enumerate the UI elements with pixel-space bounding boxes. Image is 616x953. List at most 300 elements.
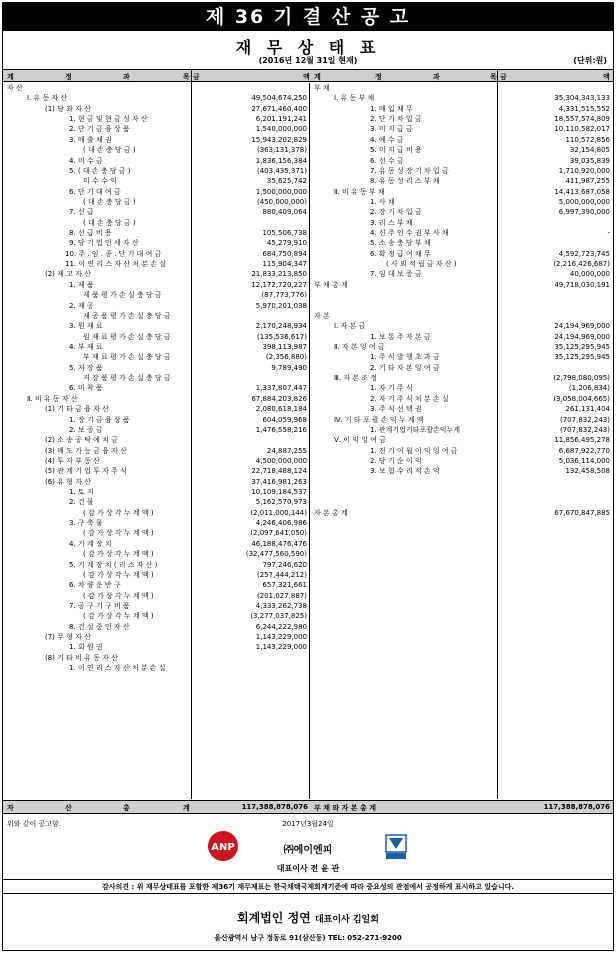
account-label: 7. 유 동 성 장 기 차 입 금 bbox=[370, 166, 449, 175]
liability-row bbox=[310, 373, 613, 383]
liability-row bbox=[310, 228, 613, 238]
account-label: 부 채 bbox=[314, 84, 330, 92]
account-label: 1. 이 연 리 스 자 산 처 분 손 실 bbox=[69, 664, 166, 673]
account-label: 부 재 료 평 가 손 실 충 당 금 bbox=[83, 353, 171, 362]
account-label: (7) 무 형 자 산 bbox=[45, 633, 91, 642]
header-right-a: 계 bbox=[314, 73, 321, 81]
liability-row bbox=[310, 218, 613, 228]
liability-row bbox=[310, 249, 613, 259]
account-label: ( 사 외 적 립 금 자 산 ) bbox=[386, 260, 457, 269]
account-label: Ⅱ. 비 유 동 부 채 bbox=[334, 187, 385, 196]
account-label: 3. 주 식 선 택 권 bbox=[370, 405, 422, 414]
header-left-amount-b: 액 bbox=[303, 73, 310, 81]
account-label: 4. 기 계 장 치 bbox=[69, 539, 112, 548]
account-amount: 37,416,981,263 bbox=[251, 477, 307, 486]
account-amount: 1,143,229,000 bbox=[255, 643, 307, 652]
account-amount: (2,356,880) bbox=[265, 353, 307, 362]
account-amount: 684,750,894 bbox=[262, 249, 307, 258]
asset-row bbox=[3, 404, 309, 414]
account-amount: 2,170,248,934 bbox=[255, 322, 307, 331]
account-label: (2) 소 송 공 탁 예 치 금 bbox=[45, 436, 118, 445]
account-label: (1) 당 좌 자 산 bbox=[45, 104, 91, 113]
account-amount: 261,131,404 bbox=[565, 405, 610, 414]
account-label: 6. 차 량 운 반 구 bbox=[69, 581, 121, 590]
liability-row bbox=[310, 415, 613, 425]
account-label: 2. 자 기 주 식 처 분 손 실 bbox=[370, 394, 449, 403]
unit-label: (단위:원) bbox=[573, 56, 607, 65]
account-amount: 5,970,201,038 bbox=[255, 301, 307, 310]
asset-row bbox=[3, 311, 309, 321]
statement-date: (2016년 12월 31일 현재) bbox=[258, 56, 358, 65]
account-label: 1. 매 입 채 무 bbox=[370, 104, 413, 113]
liability-row bbox=[310, 93, 613, 103]
account-label: 6. 선 수 금 bbox=[370, 156, 404, 165]
account-amount: 39,035,839 bbox=[569, 156, 610, 165]
liability-row bbox=[310, 269, 613, 279]
audit-firm-ceo: 대표이사 김일회 bbox=[314, 915, 379, 925]
account-amount: 880,409,064 bbox=[262, 208, 307, 217]
asset-row bbox=[3, 259, 309, 269]
liability-row bbox=[310, 466, 613, 476]
certification-logo-icon bbox=[385, 834, 407, 860]
liability-row bbox=[310, 187, 613, 197]
account-label: 7. 공 구 기 구 비 품 bbox=[69, 601, 130, 610]
account-amount: (2,798,080,095) bbox=[553, 374, 610, 383]
svg-text:ANP: ANP bbox=[211, 842, 235, 853]
account-label: 4. 예 수 금 bbox=[370, 135, 404, 144]
account-label: ( 감 가 상 각 누 계 액 ) bbox=[83, 570, 154, 579]
asset-row bbox=[3, 269, 309, 279]
asset-row bbox=[3, 104, 309, 114]
header-left-b: 정 bbox=[65, 73, 72, 81]
asset-row bbox=[3, 145, 309, 155]
company-name: ㈜에이엔피 bbox=[283, 845, 333, 856]
liability-row bbox=[310, 425, 613, 435]
liability-row bbox=[310, 197, 613, 207]
account-amount: 1,337,807,447 bbox=[255, 384, 307, 393]
account-label: 1. 관계기업기타포괄손익누계 bbox=[370, 425, 461, 434]
asset-row bbox=[3, 280, 309, 290]
account-label: 2. 장 기 차 입 금 bbox=[370, 208, 422, 217]
asset-row bbox=[3, 187, 309, 197]
account-amount: 4,246,406,986 bbox=[255, 519, 307, 528]
account-amount: 14,413,687,058 bbox=[554, 187, 610, 196]
asset-row bbox=[3, 114, 309, 124]
account-label: Ⅱ. 자 본 잉 여 금 bbox=[334, 342, 385, 351]
asset-row bbox=[3, 363, 309, 373]
account-amount: 35,304,343,133 bbox=[554, 94, 610, 103]
account-label: (8) 기 타 비 유 동 자 산 bbox=[45, 653, 118, 662]
account-label: 6. 미 착 품 bbox=[69, 384, 103, 393]
asset-row bbox=[3, 290, 309, 300]
asset-row bbox=[3, 249, 309, 259]
account-amount: 797,246,620 bbox=[262, 560, 307, 569]
account-label: 1. 전 기 이 월 이 익 잉 여 금 bbox=[370, 446, 458, 455]
account-amount: 49,718,030,191 bbox=[554, 280, 610, 289]
account-label: ( 대 손 충 당 금 ) bbox=[83, 197, 136, 206]
account-label: 7. 임 대 보 증 금 bbox=[370, 270, 422, 279]
account-amount: (450,000,000) bbox=[257, 197, 307, 206]
account-amount: 105,506,738 bbox=[262, 229, 307, 238]
account-label: 1. 토 지 bbox=[69, 488, 94, 497]
liability-row bbox=[310, 404, 613, 414]
liability-row bbox=[310, 456, 613, 466]
account-amount: (3,277,037,825) bbox=[250, 612, 307, 621]
account-amount: 1,710,920,000 bbox=[558, 166, 610, 175]
asset-row bbox=[3, 518, 309, 528]
account-amount: 6,244,222,980 bbox=[255, 622, 307, 631]
account-label: 1. 회 원 권 bbox=[69, 643, 103, 652]
liability-row bbox=[310, 238, 613, 248]
account-amount: (2,097,641,050) bbox=[250, 529, 307, 538]
asset-row bbox=[3, 487, 309, 497]
asset-row bbox=[3, 497, 309, 507]
account-amount: (135,536,617) bbox=[257, 332, 307, 341]
assets-column bbox=[3, 83, 310, 799]
account-amount: 1,143,229,000 bbox=[255, 633, 307, 642]
account-label: 4. 신 주 인 수 권 부 사 채 bbox=[370, 229, 449, 238]
asset-row bbox=[3, 446, 309, 456]
asset-row bbox=[3, 83, 309, 93]
liability-row bbox=[310, 497, 613, 507]
asset-row bbox=[3, 580, 309, 590]
account-label: 3. 보 험 수 리 적 손 익 bbox=[370, 467, 440, 476]
asset-row bbox=[3, 601, 309, 611]
account-label: (5) 관 계 기 업 투 자 주 식 bbox=[45, 467, 127, 476]
account-amount: 22,718,488,124 bbox=[251, 467, 307, 476]
asset-row bbox=[3, 197, 309, 207]
asset-row bbox=[3, 383, 309, 393]
asset-row bbox=[3, 466, 309, 476]
account-amount: (2,011,000,144) bbox=[250, 508, 307, 517]
account-amount: (707,832,243) bbox=[560, 415, 610, 424]
header-left-a: 계 bbox=[7, 73, 14, 81]
assets-total-amount: 117,388,878,076 bbox=[241, 803, 308, 811]
account-amount: 10,110,582,017 bbox=[554, 125, 610, 134]
account-amount: 2,080,618,184 bbox=[255, 405, 307, 414]
account-label: 자 본 총 계 bbox=[314, 508, 348, 517]
account-label: ( 대 손 충 당 금 ) bbox=[83, 218, 136, 227]
account-label: 1. 현 금 및 현 금 성 자 산 bbox=[69, 115, 148, 124]
account-label: 제 품 평 가 손 실 충 당 금 bbox=[83, 291, 162, 300]
account-amount: (201,027,887) bbox=[257, 591, 307, 600]
header-left-c: 과 bbox=[123, 73, 130, 81]
statement-title: 재 무 상 태 표 bbox=[235, 38, 381, 57]
account-label: Ⅱ. 비 유 동 자 산 bbox=[27, 394, 78, 403]
account-amount: 24,194,969,000 bbox=[554, 322, 610, 331]
liability-row bbox=[310, 166, 613, 176]
account-label: ( 감 가 상 각 누 계 액 ) bbox=[83, 612, 154, 621]
account-amount: 67,670,847,885 bbox=[554, 508, 610, 517]
account-amount: 35,125,295,945 bbox=[554, 342, 610, 351]
account-label: 4. 미 수 금 bbox=[69, 156, 103, 165]
asset-row bbox=[3, 539, 309, 549]
account-amount: 24,194,969,000 bbox=[554, 332, 610, 341]
account-label: 1. 자 기 주 식 bbox=[370, 384, 413, 393]
company-ceo: 대표이사 전 윤 관 bbox=[276, 864, 340, 873]
liability-row bbox=[310, 435, 613, 445]
account-amount: 115,904,347 bbox=[262, 260, 307, 269]
liab-equity-total-label: 부 채 와 자 본 총 계 bbox=[314, 804, 376, 812]
asset-row bbox=[3, 570, 309, 580]
liability-row bbox=[310, 104, 613, 114]
audit-firm bbox=[3, 909, 613, 926]
account-amount: 132,458,508 bbox=[565, 467, 610, 476]
header-right-c: 과 bbox=[433, 73, 440, 81]
liability-row bbox=[310, 363, 613, 373]
account-amount: 411,987,255 bbox=[565, 177, 610, 186]
liability-row bbox=[310, 259, 613, 269]
account-label: ( 감 가 상 각 누 계 액 ) bbox=[83, 550, 154, 559]
account-label: 부 채 총 계 bbox=[314, 280, 348, 289]
asset-row bbox=[3, 508, 309, 518]
account-amount: 398,113,987 bbox=[262, 342, 307, 351]
account-amount: 11,856,495,278 bbox=[554, 436, 610, 445]
account-label: 10. 주 . 임 . 종 . 단 기 대 여 금 bbox=[65, 249, 162, 258]
liability-row bbox=[310, 342, 613, 352]
account-label: 11. 이 연 리 스 자 산 처 분 손 실 bbox=[65, 260, 167, 269]
account-amount: 15,943,202,829 bbox=[251, 135, 307, 144]
account-amount: 657,321,661 bbox=[262, 581, 307, 590]
liability-row bbox=[310, 446, 613, 456]
account-label: 3. 미 지 급 금 bbox=[370, 125, 413, 134]
asset-row bbox=[3, 218, 309, 228]
liability-row bbox=[310, 83, 613, 93]
asset-row bbox=[3, 394, 309, 404]
audit-opinion: 감사의견 : 위 재무상태표를 포함한 제36기 재무제표는 한국채택국제회계기준에 따라 중요성의 관점에서 공정하게 표시하고 있습니다. bbox=[3, 879, 613, 894]
account-label: 7. 선 급 bbox=[69, 208, 94, 217]
announcement-banner: 제 36 기 결 산 공 고 bbox=[3, 3, 613, 31]
account-label: 자 본 bbox=[314, 311, 330, 320]
announcement-date: 2017년3월24일 bbox=[282, 820, 334, 828]
account-label: 5. 기 계 장 치 ( 리 스 자 산 ) bbox=[69, 560, 158, 569]
account-label: 8. 유 동 성 리 스 부 채 bbox=[370, 177, 440, 186]
account-label: Ⅰ. 자 본 금 bbox=[334, 322, 366, 331]
account-amount: 24,887,255 bbox=[266, 446, 307, 455]
account-label: Ⅰ. 유 동 자 산 bbox=[27, 94, 68, 103]
asset-row bbox=[3, 352, 309, 362]
account-amount: 12,172,720,227 bbox=[251, 280, 307, 289]
header-right-amount-b: 액 bbox=[603, 73, 610, 81]
asset-row bbox=[3, 207, 309, 217]
account-amount: 4,500,000,000 bbox=[255, 456, 307, 465]
asset-row bbox=[3, 135, 309, 145]
table-header bbox=[3, 69, 613, 82]
account-label: 2. 건 물 bbox=[69, 498, 94, 507]
assets-total-a: 자 bbox=[7, 804, 14, 812]
asset-row bbox=[3, 321, 309, 331]
account-amount: 1,836,156,384 bbox=[255, 156, 307, 165]
account-amount: 5,036,114,000 bbox=[558, 456, 610, 465]
account-label: 4. 부 재 료 bbox=[69, 342, 103, 351]
audit-firm-address: 울산광역시 남구 정동로 91(삼산동) TEL: 052-271-9200 bbox=[214, 934, 402, 942]
account-label: 3. 원 재 료 bbox=[69, 322, 103, 331]
account-label: 1. 사 채 bbox=[370, 197, 395, 206]
liability-row bbox=[310, 301, 613, 311]
account-amount: 27,671,460,400 bbox=[251, 104, 307, 113]
account-label: 1. 보 통 주 자 본 금 bbox=[370, 332, 431, 341]
account-amount: 46,188,476,476 bbox=[251, 539, 307, 548]
liability-row bbox=[310, 114, 613, 124]
liability-row bbox=[310, 156, 613, 166]
account-label: 2. 기 타 자 본 잉 여 금 bbox=[370, 363, 440, 372]
account-label: (1) 기 타 금 융 자 산 bbox=[45, 405, 109, 414]
account-label: 9. 당 기 법 인 세 자 산 bbox=[69, 239, 139, 248]
asset-row bbox=[3, 301, 309, 311]
account-label: 1. 제 품 bbox=[69, 280, 94, 289]
liability-row bbox=[310, 290, 613, 300]
account-amount: (3,058,004,665) bbox=[553, 394, 610, 403]
asset-row bbox=[3, 176, 309, 186]
account-label: 재 공 품 평 가 손 실 충 당 금 bbox=[83, 311, 171, 320]
asset-row bbox=[3, 642, 309, 652]
account-amount: 67,884,203,826 bbox=[251, 394, 307, 403]
asset-row bbox=[3, 653, 309, 663]
announcement-frame bbox=[2, 2, 614, 951]
account-amount: (32,477,560,590) bbox=[245, 550, 307, 559]
account-label: 8. 선 급 비 용 bbox=[69, 229, 112, 238]
account-amount: 49,504,674,250 bbox=[251, 94, 307, 103]
account-amount: 110,572,856 bbox=[565, 135, 610, 144]
asset-row bbox=[3, 435, 309, 445]
account-label: 2. 단 기 차 입 금 bbox=[370, 115, 422, 124]
liability-row bbox=[310, 477, 613, 487]
account-amount: 4,331,515,552 bbox=[558, 104, 610, 113]
asset-row bbox=[3, 591, 309, 601]
asset-row bbox=[3, 166, 309, 176]
account-amount: 5,162,570,973 bbox=[255, 498, 307, 507]
account-label: 5. 저 장 품 bbox=[69, 363, 103, 372]
account-amount: 32,154,805 bbox=[569, 146, 610, 155]
liability-row bbox=[310, 135, 613, 145]
asset-row bbox=[3, 93, 309, 103]
header-right-amount: 금 bbox=[500, 73, 507, 81]
header-right-b: 정 bbox=[375, 73, 382, 81]
account-label: 미 수 수 익 bbox=[83, 177, 117, 186]
account-amount: (87,773,776) bbox=[261, 291, 307, 300]
account-label: 1. 주 식 발 행 초 과 금 bbox=[370, 353, 440, 362]
notice-text: 위와 같이 공고함. bbox=[7, 820, 62, 828]
account-amount: 18,557,574,809 bbox=[554, 115, 610, 124]
account-label: 6. 확 정 급 여 채 무 bbox=[370, 249, 431, 258]
asset-row bbox=[3, 342, 309, 352]
asset-row bbox=[3, 528, 309, 538]
asset-row bbox=[3, 425, 309, 435]
account-label: (2) 재 고 자 산 bbox=[45, 270, 91, 279]
account-amount: 4,333,262,738 bbox=[255, 601, 307, 610]
liability-row bbox=[310, 508, 613, 518]
account-amount: 1,500,000,000 bbox=[255, 187, 307, 196]
account-amount: (2,216,426,687) bbox=[553, 260, 610, 269]
account-label: 2. 보 증 금 bbox=[69, 425, 103, 434]
liability-row bbox=[310, 124, 613, 134]
liability-row bbox=[310, 321, 613, 331]
audit-firm-name: 회계법인 정연 bbox=[237, 911, 311, 925]
account-amount: 40,000,000 bbox=[569, 270, 610, 279]
account-amount: 45,279,910 bbox=[266, 239, 307, 248]
asset-row bbox=[3, 549, 309, 559]
liability-row bbox=[310, 332, 613, 342]
account-amount: 604,059,968 bbox=[262, 415, 307, 424]
account-amount: (403,435,371) bbox=[257, 166, 307, 175]
liability-row bbox=[310, 383, 613, 393]
asset-row bbox=[3, 560, 309, 570]
account-label: 8. 건 설 중 인 자 산 bbox=[69, 622, 130, 631]
account-label: (3) 매 도 가 능 금 융 자 산 bbox=[45, 446, 127, 455]
header-right-d: 목 bbox=[490, 73, 497, 81]
asset-row bbox=[3, 332, 309, 342]
account-amount: 5,000,000,000 bbox=[558, 197, 610, 206]
account-amount: 4,592,723,745 bbox=[558, 249, 610, 258]
asset-row bbox=[3, 611, 309, 621]
asset-row bbox=[3, 238, 309, 248]
account-amount: (363,131,378) bbox=[257, 146, 307, 155]
account-label: 5. 미 지 급 비 용 bbox=[370, 146, 422, 155]
account-label: Ⅲ. 자 본 조 정 bbox=[334, 374, 377, 383]
account-label: ( 감 가 상 각 누 계 액 ) bbox=[83, 591, 154, 600]
liability-row bbox=[310, 311, 613, 321]
asset-row bbox=[3, 632, 309, 642]
account-label: 자 산 bbox=[7, 84, 23, 92]
account-label: ( 감 가 상 각 누 계 액 ) bbox=[83, 508, 154, 517]
account-amount: (707,832,243) bbox=[560, 425, 610, 434]
account-label: ( 감 가 상 각 누 계 액 ) bbox=[83, 529, 154, 538]
account-amount: 35,125,295,945 bbox=[554, 353, 610, 362]
asset-row bbox=[3, 373, 309, 383]
account-amount: 9,789,490 bbox=[271, 363, 307, 372]
account-label: 3. 매 출 채 권 bbox=[69, 135, 112, 144]
asset-row bbox=[3, 477, 309, 487]
account-label: 5. ( 대 손 충 당 금 ) bbox=[69, 166, 131, 175]
account-label: 저 장 품 평 가 손 실 충 당 금 bbox=[83, 374, 171, 383]
account-amount: 35,625,742 bbox=[266, 177, 307, 186]
account-label: 2. 단 기 금 융 상 품 bbox=[69, 125, 130, 134]
account-label: (6) 유 형 자 산 bbox=[45, 477, 91, 486]
account-label: 원 재 료 평 가 손 실 충 당 금 bbox=[83, 332, 171, 341]
liability-row bbox=[310, 280, 613, 290]
account-label: 2. 재 공 bbox=[69, 301, 94, 310]
account-amount: (1,206,834) bbox=[568, 384, 610, 393]
header-left-amount: 금 bbox=[193, 73, 200, 81]
asset-row bbox=[3, 622, 309, 632]
account-amount: 6,201,191,241 bbox=[255, 115, 307, 124]
account-label: Ⅴ. 이 익 잉 여 금 bbox=[334, 436, 386, 445]
asset-row bbox=[3, 228, 309, 238]
account-label: Ⅳ. 기 타 포 괄 손 익 누 계 액 bbox=[334, 415, 424, 424]
account-label: Ⅰ. 유 동 부 채 bbox=[334, 94, 375, 103]
asset-row bbox=[3, 456, 309, 466]
asset-row bbox=[3, 415, 309, 425]
assets-total-d: 계 bbox=[183, 804, 190, 812]
account-amount: 6,997,390,000 bbox=[558, 208, 610, 217]
asset-row bbox=[3, 663, 309, 673]
account-label: 3. 구 축 물 bbox=[69, 519, 103, 528]
liab-equity-total-amount: 117,388,878,076 bbox=[543, 803, 610, 811]
account-amount: (257,444,212) bbox=[257, 570, 307, 579]
liability-row bbox=[310, 394, 613, 404]
liability-row bbox=[310, 207, 613, 217]
account-amount: 10,109,184,537 bbox=[251, 488, 307, 497]
account-amount: 6,687,922,770 bbox=[558, 446, 610, 455]
account-label: 6. 단 기 대 여 금 bbox=[69, 187, 121, 196]
account-amount: 21,833,213,850 bbox=[251, 270, 307, 279]
account-label: 1. 장 기 금 융 상 품 bbox=[69, 415, 130, 424]
liabilities-column bbox=[310, 83, 613, 799]
totals-row bbox=[3, 800, 613, 814]
asset-row bbox=[3, 156, 309, 166]
asset-row bbox=[3, 124, 309, 134]
assets-total-b: 산 bbox=[65, 804, 72, 812]
